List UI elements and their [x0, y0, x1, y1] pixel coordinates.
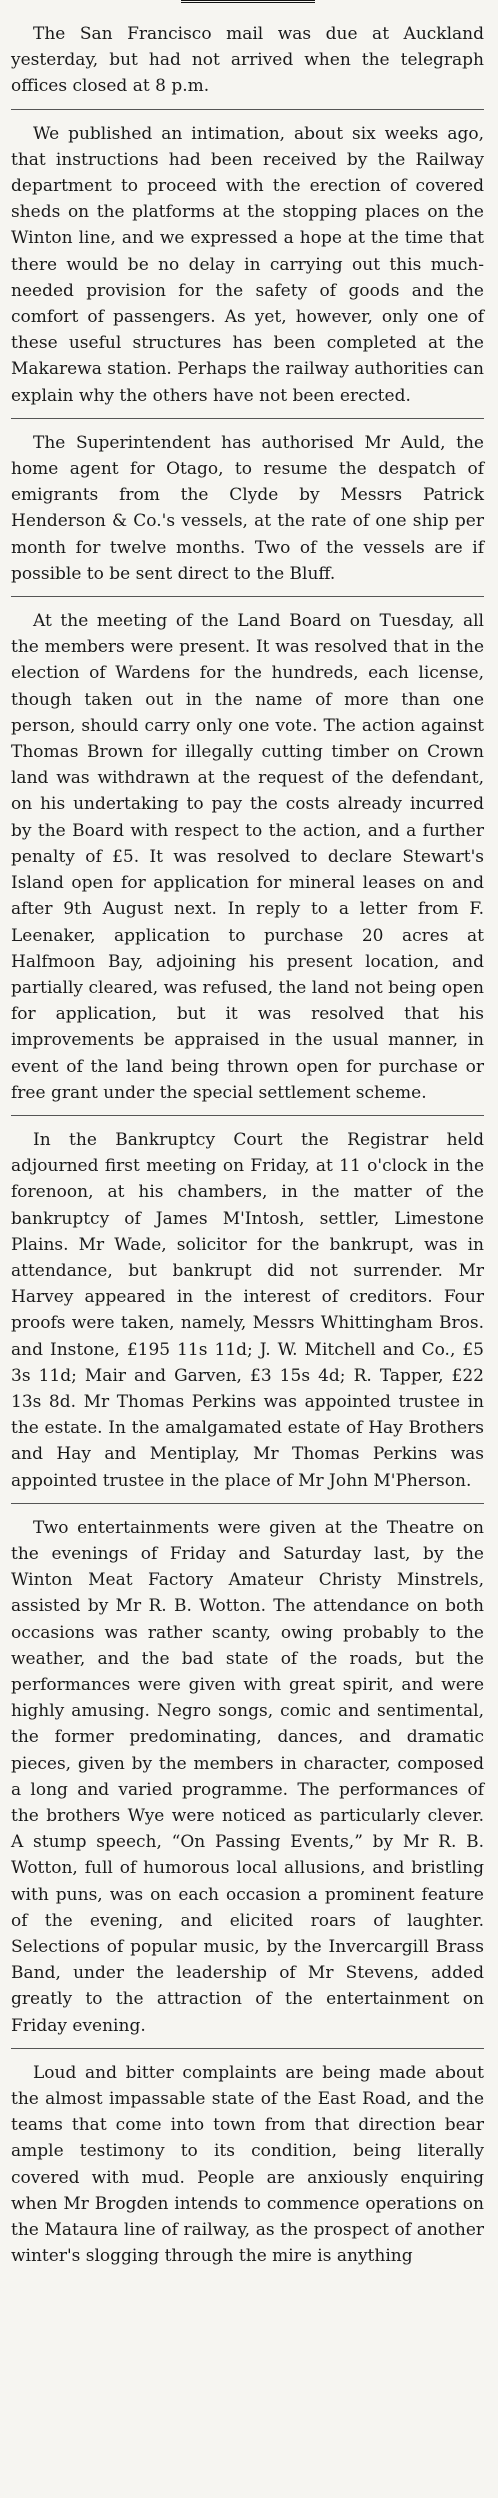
paragraph-divider — [11, 596, 484, 597]
paragraph-bankruptcy-court: In the Bankruptcy Court the Registrar held adjourned first meeting on Friday, at 11 o'clock in the forenoon, at his chambers, in the matter of the bankruptcy of James M'Intosh, settler, Limestone Plains. Mr Wade, solicitor for the bankrupt, was in attendance, but bankrupt did not surrender. Mr Harvey appeared in the interest of creditors. Four proofs were taken, namely, Messrs Whittingham Bros. and Instone, £195 11s 11d; J. W. Mitchell and Co., £5 3s 11d; Mair and Garven, £3 15s 4d; R. Tapper, £22 13s 8d. Mr Thomas Perkins was appointed trustee in the estate. In the amalgamated estate of Hay Brothers and Hay and Mentiplay, Mr Thomas Perkins was appointed trustee in the place of Mr John M'Pherson. — [11, 1129, 484, 1491]
paragraph-east-road: Loud and bitter complaints are being made about the almost impassable state of the East Road, and the teams that come into town from that direction bear ample testimony to its condition, being literally covered with mud. People are anxiously enquiring when Mr Brogden intends to commence operations on the Mataura line of railway, as the prospect of another winter's slogging through the mire is anything — [11, 2062, 484, 2267]
paragraph-divider — [11, 109, 484, 110]
paragraph-divider — [11, 1503, 484, 1504]
paragraph-divider — [11, 2048, 484, 2049]
paragraph-entertainments: Two entertainments were given at the Theatre on the evenings of Friday and Saturday last, by the Winton Meat Factory Amateur Christy Minstrels, assisted by Mr R. B. Wotton. The attendance on both occasions was rather scanty, owing probably to the weather, and the bad state of the roads, but the performances were given with great spirit, and were highly amusing. Negro songs, comic and sentimental, the former predominating, dances, and dramatic pieces, given by the members in character, composed a long and varied programme. The performances of the brothers Wye were noticed as particularly clever. A stump speech, “On Passing Events,” by Mr R. B. Wotton, full of humorous local allusions, and bristling with puns, was on each occasion a prominent feature of the evening, and elicited roars of laughter. Selections of popular music, by the Invercargill Brass Band, under the leadership of Mr Stevens, added greatly to the attraction of the entertainment on Friday evening. — [11, 1517, 484, 2036]
paragraph-mail-news: The San Francisco mail was due at Auckland yesterday, but had not arrived when the telegraph offices closed at 8 p.m. — [11, 24, 484, 97]
paragraph-land-board: At the meeting of the Land Board on Tuesday, all the members were present. It was resolved that in the election of Wardens for the hundreds, each license, though taken out in the name of more than one person, should carry only one vote. The action against Thomas Brown for illegally cutting timber on Crown land was withdrawn at the request of the defendant, on his undertaking to pay the costs already incurred by the Board with respect to the action, and a further penalty of £5. It was resolved to declare Stewart's Island open for application for mineral leases on and after 9th August next. In reply to a letter from F. Leenaker, application to purchase 20 acres at Halfmoon Bay, adjoining his present location, and partially cleared, was refused, the land not being open for application, but it was resolved that his improvements be appraised in the usual manner, in event of the land being thrown open for purchase or free grant under the special settlement scheme. — [11, 611, 484, 1103]
paragraph-divider — [11, 1115, 484, 1116]
paragraph-emigrants: The Superintendent has authorised Mr Auld, the home agent for Otago, to resume the despatch of emigrants from the Clyde by Messrs Patrick Henderson & Co.'s vessels, at the rate of one ship per month for twelve months. Two of the vessels are if possible to be sent direct to the Bluff. — [11, 432, 484, 584]
paragraph-railway-sheds: We published an intimation, about six weeks ago, that instructions had been received by the Railway department to proceed with the erection of covered sheds on the platforms at the stopping places on the Winton line, and we expressed a hope at the time that there would be no delay in carrying out this much-needed provision for the safety of goods and the comfort of passengers. As yet, however, only one of these useful structures has been completed at the Makarewa station. Perhaps the railway authorities can explain why the others have not been erected. — [11, 123, 484, 406]
paragraph-divider — [11, 418, 484, 419]
